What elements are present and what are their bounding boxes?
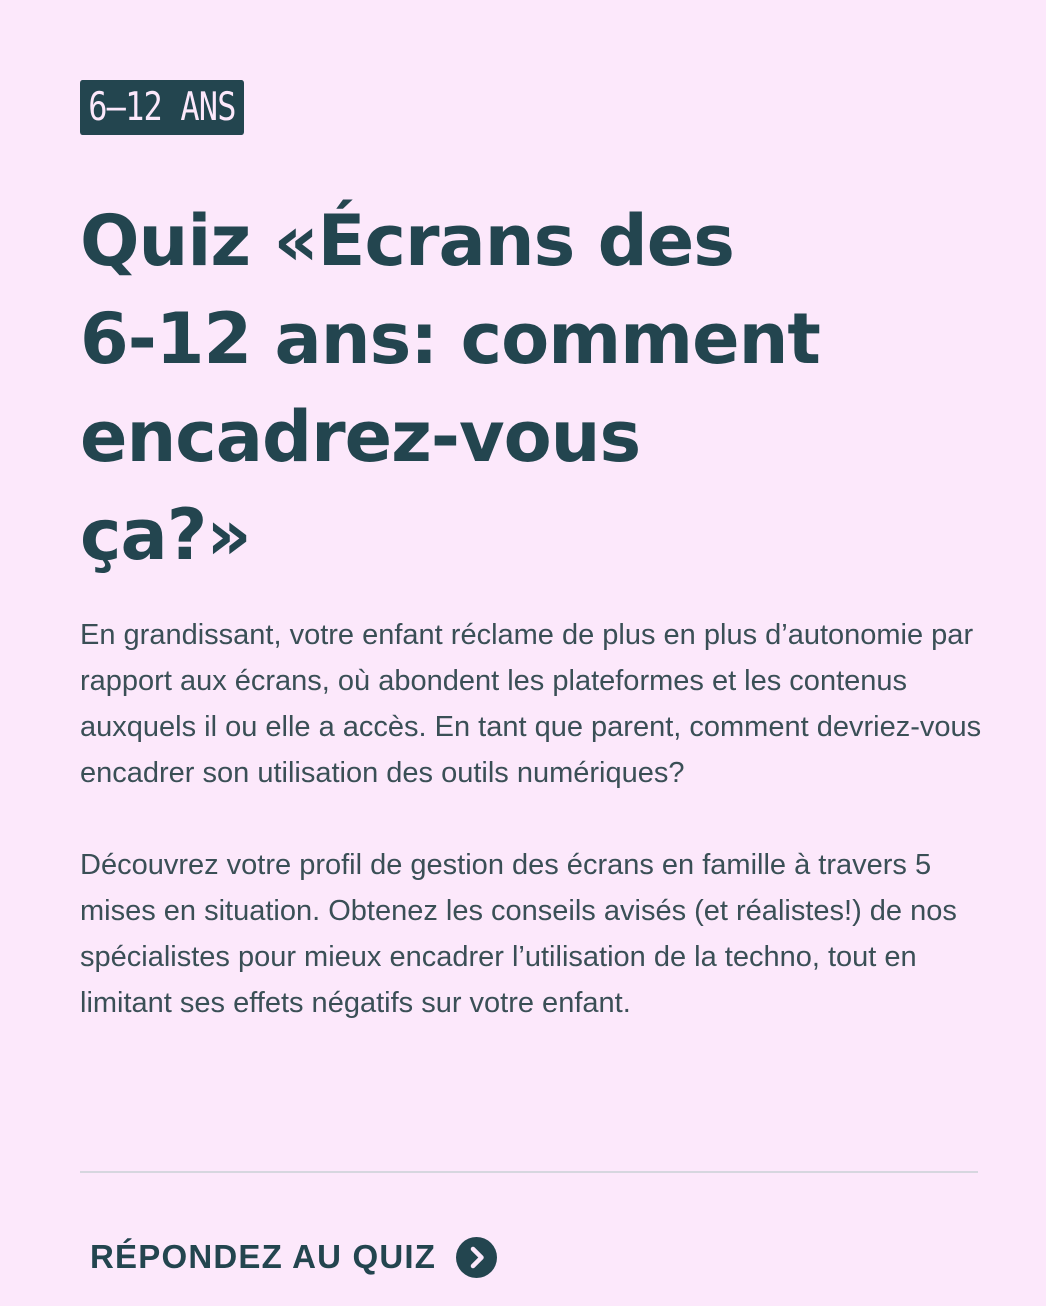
description-paragraph: En grandissant, votre enfant réclame de plus en plus d’autonomie par rapport aux écrans, où abondent les plateformes et les contenus auxquels il ou elle a accès. En tant que parent, comment devriez-vous encadrer son utilisation des outils numériques? <box>80 619 982 789</box>
quiz-title-line: 6-12 ans: comment <box>80 298 820 380</box>
quiz-title-line: ça?» <box>80 494 251 576</box>
divider <box>80 1171 978 1173</box>
take-quiz-link[interactable] <box>90 1234 497 1280</box>
quiz-title-line: Quiz «Écrans des <box>80 200 734 282</box>
quiz-description <box>80 612 990 1072</box>
take-quiz-label: RÉPONDEZ AU QUIZ <box>90 1238 437 1275</box>
description-paragraph: Découvrez votre profil de gestion des écrans en famille à travers 5 mises en situation. Obtenez les conseils avisés (et réalistes!) de nos spécialistes pour mieux encadrer l’utilisation de la techno, tout en limitant ses effets négatifs sur votre enfant. <box>80 849 957 1019</box>
chevron-right-circle-icon[interactable] <box>456 1237 497 1278</box>
age-badge: 6–12 ANS <box>80 80 244 135</box>
quiz-title-line: encadrez-vous <box>80 396 641 478</box>
quiz-title <box>80 192 980 584</box>
